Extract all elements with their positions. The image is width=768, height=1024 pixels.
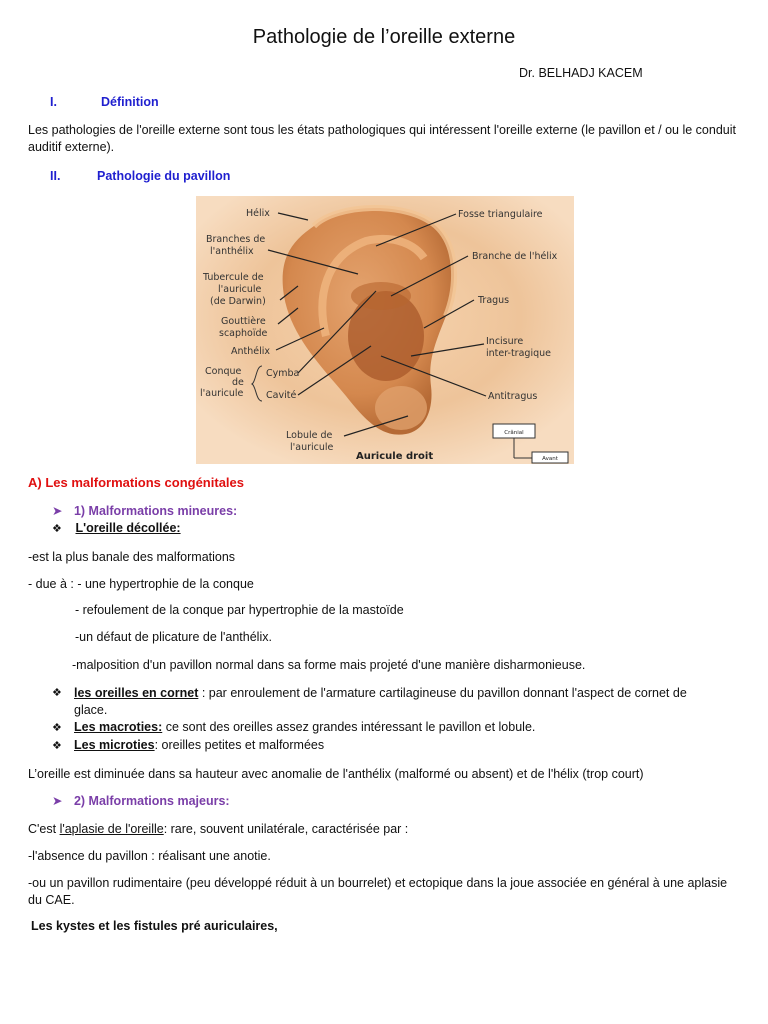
diamond-bullet-icon: ❖: [52, 523, 62, 535]
sub2-row: [52, 793, 230, 808]
section1-text: Les pathologies de l'oreille externe sont tous les états pathologiques qui intéressent l'oreille externe (le pavillon et / ou le conduit auditif externe).: [28, 123, 736, 154]
micro-text: : oreilles petites et malformées: [154, 738, 325, 752]
label-branches-2: l'anthélix: [210, 246, 254, 257]
decollee-term: L'oreille décollée:: [75, 521, 181, 535]
arrow-bullet-icon: ➤: [52, 794, 63, 808]
sectionA-heading: A) Les malformations congénitales: [28, 475, 244, 490]
diamond-bullet-icon: ❖: [52, 740, 62, 752]
label-fosse: Fosse triangulaire: [458, 209, 543, 220]
label-lobule-2: l'auricule: [290, 442, 334, 453]
label-conque-2: de: [232, 377, 244, 388]
section1-heading: Définition: [101, 95, 159, 109]
cornet-item: [52, 685, 716, 719]
micro-term: Les microties: [74, 738, 155, 752]
label-anthelix: Anthélix: [231, 346, 271, 357]
diamond-bullet-icon: ❖: [52, 722, 62, 734]
sub1-heading: 1) Malformations mineures:: [73, 504, 238, 518]
label-incisure-2: inter-tragique: [486, 348, 551, 359]
label-gouttiere-1: Gouttière: [221, 316, 266, 327]
orientation-avant: Avant: [542, 456, 558, 462]
label-incisure-1: Incisure: [486, 336, 524, 347]
label-cavite: Cavité: [266, 390, 297, 401]
label-gouttiere-2: scaphoïde: [219, 328, 268, 339]
section2-number: II.: [50, 169, 61, 183]
figure-caption: Auricule droit: [356, 451, 434, 462]
orientation-cranial: Crânial: [504, 430, 524, 436]
arrow-bullet-icon: ➤: [52, 504, 63, 518]
line5: -malposition d'un pavillon normal dans sa forme mais projeté d'une manière disharmonieuse.: [72, 658, 586, 672]
aplasie-line: [28, 821, 740, 838]
line3: - refoulement de la conque par hypertrophie de la mastoïde: [75, 603, 404, 617]
absence-line: -l'absence du pavillon : réalisant une anotie.: [28, 849, 271, 863]
section1-number: I.: [50, 95, 57, 109]
label-conque-3: l'auricule: [200, 388, 244, 399]
sub2-heading: 2) Malformations majeurs:: [73, 794, 230, 808]
kystes-line: Les kystes et les fistules pré auriculaires,: [31, 919, 278, 933]
label-tragus: Tragus: [478, 295, 510, 306]
macro-item: [52, 720, 535, 734]
line2: - due à : - une hypertrophie de la conque: [28, 577, 254, 591]
ear-anatomy-figure: [196, 196, 574, 464]
aplasie-text: : rare, souvent unilatérale, caractérisée par :: [163, 822, 409, 836]
decollee-row: [52, 521, 181, 535]
author: Dr. BELHADJ KACEM: [519, 66, 643, 80]
label-branches-1: Branches de: [206, 234, 266, 245]
diamond-bullet-icon: ❖: [52, 687, 62, 699]
macro-term: Les macroties:: [74, 720, 163, 734]
line4: -un défaut de plicature de l'anthélix.: [75, 630, 272, 644]
rudimentaire-line: -ou un pavillon rudimentaire (peu développé réduit à un bourrelet) et ectopique dans la joue associée en général à une aplasie du CAE.: [28, 876, 728, 907]
label-lobule-1: Lobule de: [286, 430, 333, 441]
aplasie-term: l'aplasie de l'oreille: [59, 822, 164, 836]
ear-illustration: [196, 196, 574, 464]
aplasie-pre: C'est: [28, 822, 60, 836]
page-title: Pathologie de l’oreille externe: [252, 26, 516, 48]
label-cymba: Cymba: [266, 368, 300, 379]
label-branche-helix: Branche de l'hélix: [472, 251, 558, 262]
micro-item: [52, 738, 324, 752]
label-tubercule-2: l'auricule: [218, 284, 262, 295]
cornet-term: les oreilles en cornet: [74, 686, 199, 700]
label-tubercule-3: (de Darwin): [210, 296, 266, 307]
line1: -est la plus banale des malformations: [28, 550, 236, 564]
label-antitragus: Antitragus: [488, 391, 538, 402]
label-conque-1: Conque: [205, 366, 242, 377]
label-helix: Hélix: [246, 208, 270, 219]
section2-heading: Pathologie du pavillon: [97, 169, 231, 183]
micro-paragraph: L’oreille est diminuée dans sa hauteur avec anomalie de l'anthélix (malformé ou absent) et de l'hélix (trop court): [28, 767, 644, 781]
macro-text: ce sont des oreilles assez grandes intéressant le pavillon et lobule.: [162, 720, 536, 734]
cornet-text: : par enroulement de l'armature cartilagineuse du pavillon donnant l'aspect de cornet de glace.: [74, 686, 687, 717]
sub1-row: [52, 503, 237, 518]
label-tubercule-1: Tubercule de: [203, 272, 264, 283]
